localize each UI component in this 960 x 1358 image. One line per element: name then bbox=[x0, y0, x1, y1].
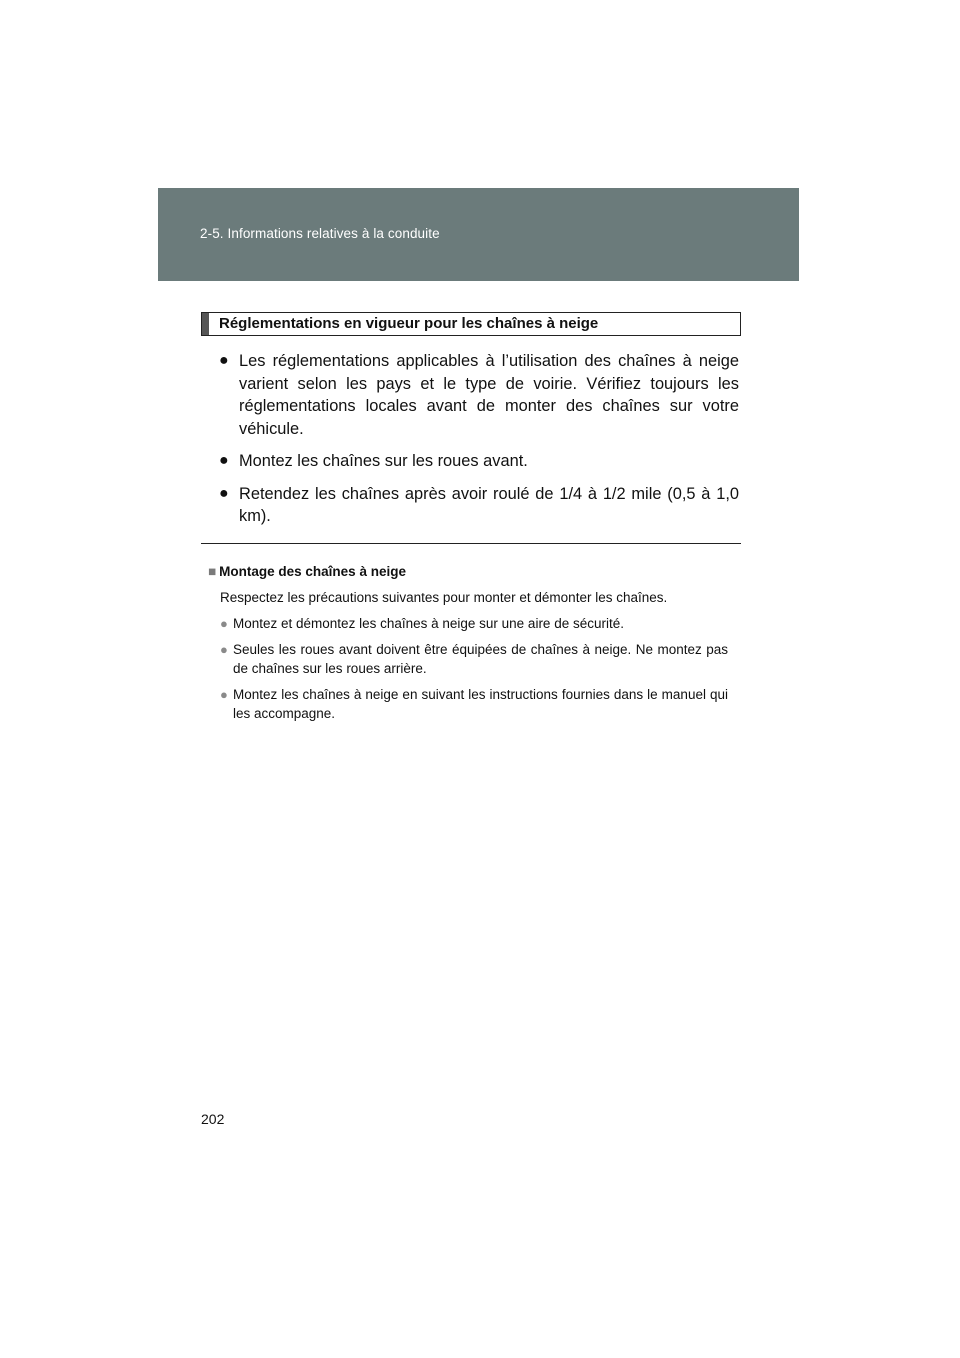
list-item bbox=[219, 483, 739, 528]
note-bullet-list bbox=[220, 614, 728, 723]
section-header-band bbox=[158, 188, 799, 281]
list-item bbox=[220, 640, 728, 678]
topic-heading-box bbox=[201, 312, 741, 336]
note-title: Montage des chaînes à neige bbox=[219, 564, 406, 579]
bullet-icon: ● bbox=[219, 452, 229, 469]
list-item-text: Montez les chaînes à neige en suivant les instructions fournies dans le manuel qui les accompagne. bbox=[233, 687, 728, 721]
square-bullet-icon: ■ bbox=[208, 564, 217, 579]
note-section bbox=[208, 563, 728, 730]
bullet-icon: ● bbox=[220, 642, 228, 657]
bullet-icon: ● bbox=[220, 687, 228, 702]
section-breadcrumb: 2-5. Informations relatives à la conduite bbox=[200, 226, 440, 241]
list-item-text: Montez les chaînes sur les roues avant. bbox=[239, 452, 528, 470]
bullet-icon: ● bbox=[219, 352, 229, 369]
list-item bbox=[220, 685, 728, 723]
list-item bbox=[219, 350, 739, 440]
main-bullet-list bbox=[219, 350, 739, 538]
topic-heading: Réglementations en vigueur pour les chaînes à neige bbox=[219, 315, 599, 332]
bullet-icon: ● bbox=[220, 616, 228, 631]
page-number: 202 bbox=[201, 1111, 225, 1127]
section-divider bbox=[201, 543, 741, 544]
list-item-text: Montez et démontez les chaînes à neige sur une aire de sécurité. bbox=[233, 616, 624, 631]
note-intro: Respectez les précautions suivantes pour monter et démonter les chaînes. bbox=[220, 590, 668, 605]
list-item bbox=[220, 614, 728, 633]
list-item-text: Les réglementations applicables à l’utilisation des chaînes à neige varient selon les pays et le type de voirie. Vérifiez toujours les réglementations locales avant de monter des chaînes sur votre véhicule. bbox=[239, 352, 739, 438]
list-item-text: Seules les roues avant doivent être équipées de chaînes à neige. Ne montez pas de chaînes sur les roues arrière. bbox=[233, 642, 728, 676]
list-item-text: Retendez les chaînes après avoir roulé de 1/4 à 1/2 mile (0,5 à 1,0 km). bbox=[239, 484, 739, 525]
heading-accent-bar bbox=[202, 313, 209, 335]
list-item bbox=[219, 450, 739, 473]
bullet-icon: ● bbox=[219, 484, 229, 502]
